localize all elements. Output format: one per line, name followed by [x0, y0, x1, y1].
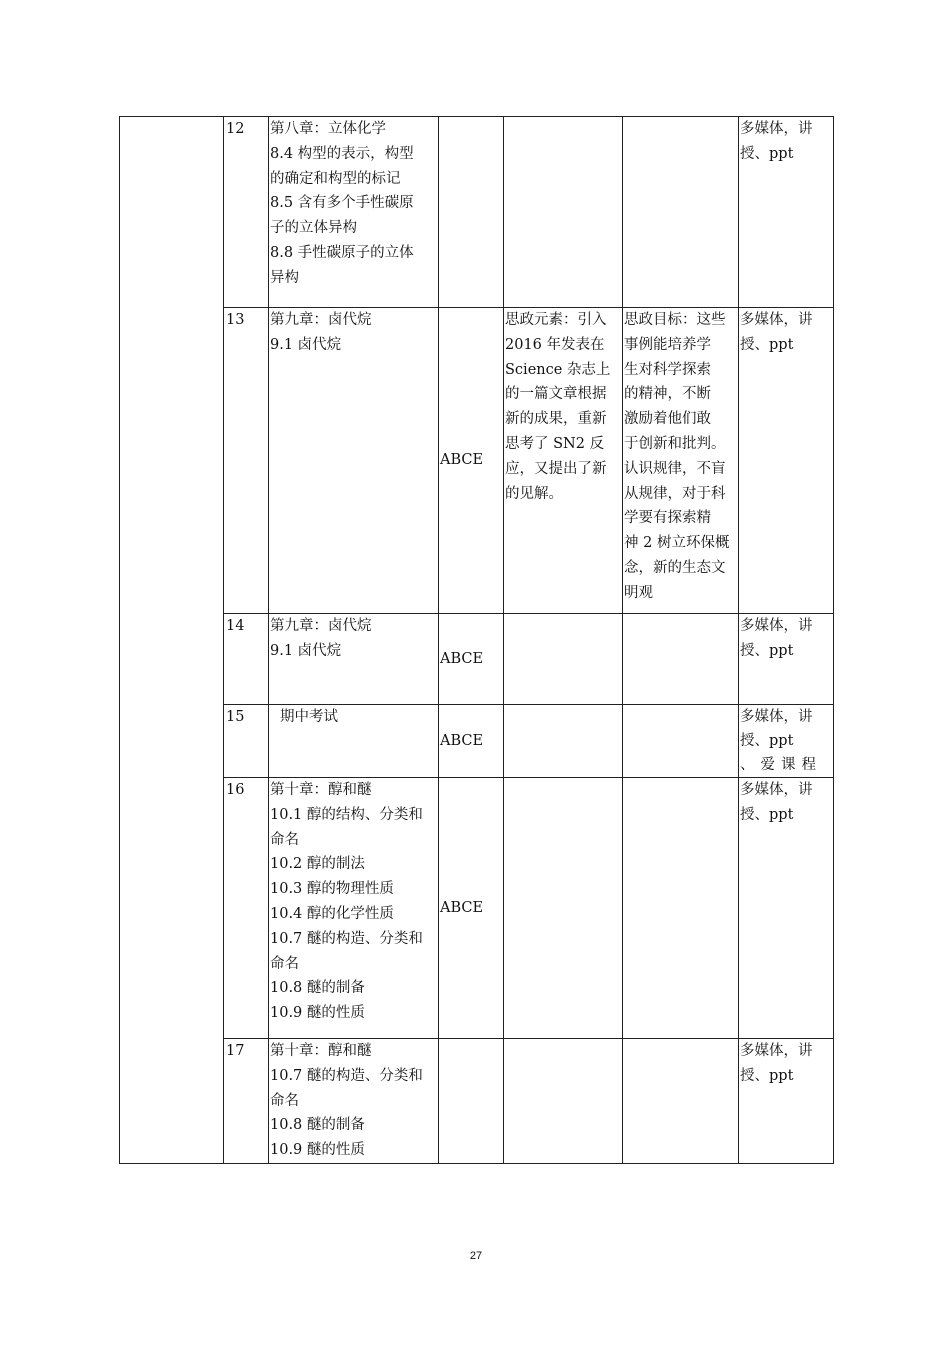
- ideology-element-cell: 思政元素：引入 2016 年发表在 Science 杂志上 的一篇文章根据 新的成果，重新 思考了 SN2 反 应，又提出了新 的见解。: [504, 308, 623, 614]
- code-cell: ABCE: [439, 614, 504, 705]
- week-cell: 12: [224, 117, 269, 308]
- ideology-element-cell: [504, 614, 623, 705]
- table-row: [120, 308, 834, 614]
- method-cell: 多媒体，讲 授、ppt: [739, 614, 834, 705]
- code-cell: ABCE: [439, 778, 504, 1039]
- course-name-cell: [120, 117, 224, 1164]
- table-row: [120, 778, 834, 1039]
- ideology-element-cell: [504, 778, 623, 1039]
- content-cell: 第八章：立体化学 8.4 构型的表示，构型 的确定和构型的标记 8.5 含有多个手性碳原 子的立体异构 8.8 手性碳原子的立体 异构: [269, 117, 439, 308]
- table-row: [120, 117, 834, 308]
- code-cell: [439, 117, 504, 308]
- method-cell: 多媒体，讲 授、ppt 、爱课程: [739, 705, 834, 778]
- table-row: [120, 705, 834, 778]
- week-cell: 16: [224, 778, 269, 1039]
- content-cell: 第十章：醇和醚 10.7 醚的构造、分类和 命名 10.8 醚的制备 10.9 醚的性质: [269, 1039, 439, 1164]
- syllabus-table: [119, 116, 834, 1164]
- table-row: [120, 1039, 834, 1164]
- content-cell: 第九章：卤代烷 9.1 卤代烷: [269, 614, 439, 705]
- method-cell: 多媒体，讲 授、ppt: [739, 1039, 834, 1164]
- method-cell: 多媒体，讲 授、ppt: [739, 117, 834, 308]
- ideology-element-cell: [504, 705, 623, 778]
- week-cell: 15: [224, 705, 269, 778]
- ideology-element-cell: [504, 117, 623, 308]
- ideology-goal-cell: [623, 705, 739, 778]
- table-row: [120, 614, 834, 705]
- content-cell: 第十章：醇和醚 10.1 醇的结构、分类和 命名 10.2 醇的制法 10.3 醇的物理性质 10.4 醇的化学性质 10.7 醚的构造、分类和 命名 10.8 醚的制备 10.9 醚的性质: [269, 778, 439, 1039]
- ideology-goal-cell: [623, 1039, 739, 1164]
- ideology-element-cell: [504, 1039, 623, 1164]
- week-cell: 13: [224, 308, 269, 614]
- week-cell: 17: [224, 1039, 269, 1164]
- code-cell: [439, 1039, 504, 1164]
- code-cell: ABCE: [439, 705, 504, 778]
- content-cell: 期中考试: [269, 705, 439, 778]
- method-cell: 多媒体，讲 授、ppt: [739, 778, 834, 1039]
- ideology-goal-cell: [623, 614, 739, 705]
- ideology-goal-cell: [623, 778, 739, 1039]
- code-cell: ABCE: [439, 308, 504, 614]
- method-cell: 多媒体，讲 授、ppt: [739, 308, 834, 614]
- week-cell: 14: [224, 614, 269, 705]
- page-number: 27: [469, 1250, 483, 1262]
- ideology-goal-cell: 思政目标：这些 事例能培养学 生对科学探索 的精神，不断 激励着他们敢 于创新和批判。 认识规律，不盲 从规律，对于科 学要有探索精 神 2 树立环保概 念，新的生态文 明观: [623, 308, 739, 614]
- ideology-goal-cell: [623, 117, 739, 308]
- content-cell: 第九章：卤代烷 9.1 卤代烷: [269, 308, 439, 614]
